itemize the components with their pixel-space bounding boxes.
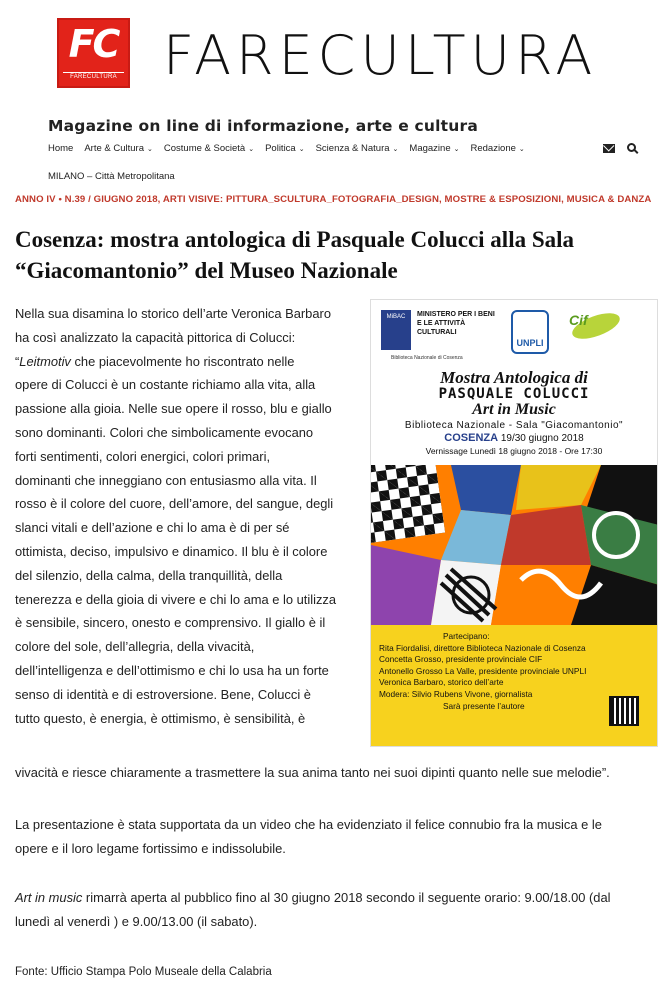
- text-line: forti sentimenti, colori energici, colori primari,: [15, 448, 271, 464]
- text-line: dell’intelligenza e dell’ottimismo e chi lo usa ha un forte: [15, 662, 329, 678]
- text-line: del silenzio, della calma, della tranquillità, della: [15, 567, 283, 583]
- info-line: Antonello Grosso La Valle, presidente provinciale UNPLI: [379, 665, 587, 676]
- text-line: La presentazione è stata supportata da un video che ha evidenziato il felice connubio fra la musica e le: [15, 817, 602, 832]
- article-title: [15, 224, 575, 286]
- text-line: rosso è il colore del cuore, dell’amore, del sangue, degli: [15, 496, 334, 512]
- article-paragraph-1-end: vivacità e riesce chiaramente a trasmettere la sua anima tanto nei suoi dipinti quanto nelle sue melodie”.: [15, 765, 610, 780]
- text-line: sono dominanti. Colori che simbolicamente evocano: [15, 424, 314, 440]
- text-span: rimarrà aperta al pubblico fino al 30 giugno 2018 secondo il seguente orario: 9.00/18.00 (dal: [82, 890, 611, 905]
- poster-info-text: [379, 631, 586, 712]
- chevron-down-icon: ⌄: [453, 146, 460, 153]
- chevron-down-icon: ⌄: [147, 146, 153, 153]
- exhibition-name: Art in music: [15, 890, 83, 905]
- info-line: Veronica Barbaro, storico dell’arte: [379, 677, 504, 688]
- poster-venue: Biblioteca Nazionale - Sala "Giacomantonio": [404, 420, 624, 431]
- nav-label: Costume & Società: [163, 143, 246, 154]
- text-line: è sensibile, sincero, onesto e comprensivo. Il giallo è il: [15, 615, 326, 631]
- nav-item-redazione[interactable]: [470, 143, 524, 154]
- info-line: Sarà presente l’autore: [443, 700, 525, 711]
- poster-logos: [371, 300, 657, 364]
- logo-fc-text: FC: [68, 22, 119, 66]
- ministero-text: MINISTERO PER I BENI E LE ATTIVITÀ CULTURALI: [417, 311, 495, 336]
- nav-label: Home: [48, 143, 74, 154]
- text-line: [15, 886, 655, 910]
- text-line: tenerezza e della gioia di vivere e chi lo ama e lo utilizza: [15, 591, 337, 607]
- main-nav: [48, 143, 536, 154]
- poster-artwork: [371, 465, 657, 625]
- text-line: passione alla gioia. Nelle sue opere il rosso, blu e giallo: [15, 401, 332, 417]
- cif-logo: Cif: [569, 312, 588, 328]
- chevron-down-icon: ⌄: [298, 146, 305, 153]
- qr-code-icon: [609, 696, 639, 726]
- info-line: Modera: Silvio Rubens Vivone, giornalista: [379, 688, 533, 699]
- poster-artist-name: PASQUALE COLUCCI: [438, 386, 590, 402]
- nav-item-arte-cultura[interactable]: [84, 143, 153, 154]
- nav-item-costume-societa[interactable]: [164, 143, 254, 154]
- nav-item-scienza-natura[interactable]: [316, 143, 399, 154]
- poster-title-1: Mostra Antologica di: [440, 368, 588, 387]
- biblioteca-small-text: Biblioteca Nazionale di Cosenza: [391, 355, 463, 361]
- text-line: slanci vitali e dell’azione e chi lo ama è di per sé: [15, 520, 290, 536]
- text-line: colore del sole, dell’allegria, della vivacità,: [15, 639, 255, 655]
- article-paragraph-3: [15, 886, 655, 934]
- text-line: opere di Colucci è un costante richiamo alla vita, alla: [15, 377, 316, 393]
- poster-title-3: Art in Music: [472, 401, 556, 418]
- nav-label: Politica: [265, 143, 296, 154]
- unpli-logo: UNPLI: [511, 310, 549, 354]
- text-line: ha così analizzato la capacità pittorica di Colucci:: [15, 329, 296, 345]
- nav-label: Arte & Cultura: [84, 143, 145, 154]
- nav-item-magazine[interactable]: [409, 143, 459, 154]
- nav-label: Magazine: [409, 143, 451, 154]
- nav-item-milano[interactable]: MILANO – Città Metropolitana: [48, 171, 175, 182]
- poster-city: COSENZA: [444, 432, 499, 444]
- text-line: opere e il loro legame fortissimo e indissolubile.: [15, 840, 286, 856]
- text-line: ottimista, deciso, impulsivo e dinamico. Il blu è il colore: [15, 543, 328, 559]
- site-tagline: Magazine on line di informazione, arte e cultura: [48, 117, 478, 135]
- info-line: Concetta Grosso, presidente provinciale CIF: [379, 654, 543, 665]
- site-brand[interactable]: FARECULTURA: [163, 24, 598, 87]
- logo-subtext: FARECULTURA: [63, 72, 124, 80]
- text-line: senso di identità e di estroversione. Bene, Colucci è: [15, 686, 311, 702]
- text-line: dominanti che inneggiano con entusiasmo alla vita. Il: [15, 472, 317, 488]
- text-line: tutto questo, è energia, è ottimismo, è sensibilità, è: [15, 710, 306, 726]
- nav-item-politica[interactable]: [265, 143, 305, 154]
- title-line: “Giacomantonio” del Museo Nazionale: [15, 258, 398, 283]
- chevron-down-icon: ⌄: [518, 146, 525, 153]
- nav-icons: [603, 139, 636, 153]
- article-source: Fonte: Ufficio Stampa Polo Museale della Calabria: [15, 966, 272, 978]
- search-icon[interactable]: [627, 143, 636, 152]
- exhibition-poster: [370, 299, 658, 747]
- info-line: Partecipano:: [443, 631, 490, 641]
- article-paragraph-1: [15, 302, 357, 730]
- chevron-down-icon: ⌄: [392, 146, 399, 153]
- article-paragraph-2: [15, 813, 655, 861]
- title-line: Cosenza: mostra antologica di Pasquale Colucci alla Sala: [15, 227, 575, 252]
- poster-dates: 19/30 giugno 2018: [500, 433, 584, 444]
- mail-icon[interactable]: [603, 144, 615, 153]
- artwork-shapes: [371, 465, 657, 625]
- text-line: “Leitmotiv che piacevolmente ho riscontrato nelle: [15, 353, 295, 369]
- info-line: Rita Fiordalisi, direttore Biblioteca Nazionale di Cosenza: [379, 642, 586, 653]
- poster-city-dates: [371, 432, 657, 444]
- nav-item-home[interactable]: [48, 143, 73, 154]
- text-line: Nella sua disamina lo storico dell’arte Veronica Barbaro: [15, 306, 331, 321]
- text-line: lunedì al venerdì ) e 9.00/13.00 (il sabato).: [15, 913, 258, 929]
- issue-category-line: ANNO IV • N.39 / GIUGNO 2018, ARTI VISIVE: PITTURA_SCULTURA_FOTOGRAFIA_DESIGN, MOSTRE & ESPOSIZIONI, MUSICA & DANZA: [15, 194, 652, 205]
- nav-label: Redazione: [470, 143, 516, 154]
- poster-vernissage: Vernissage Lunedì 18 giugno 2018 - Ore 17:30: [425, 446, 603, 456]
- nav-label: Scienza & Natura: [315, 143, 390, 154]
- mibac-logo: MiBAC: [381, 310, 411, 350]
- site-logo[interactable]: [57, 18, 130, 88]
- chevron-down-icon: ⌄: [248, 146, 255, 153]
